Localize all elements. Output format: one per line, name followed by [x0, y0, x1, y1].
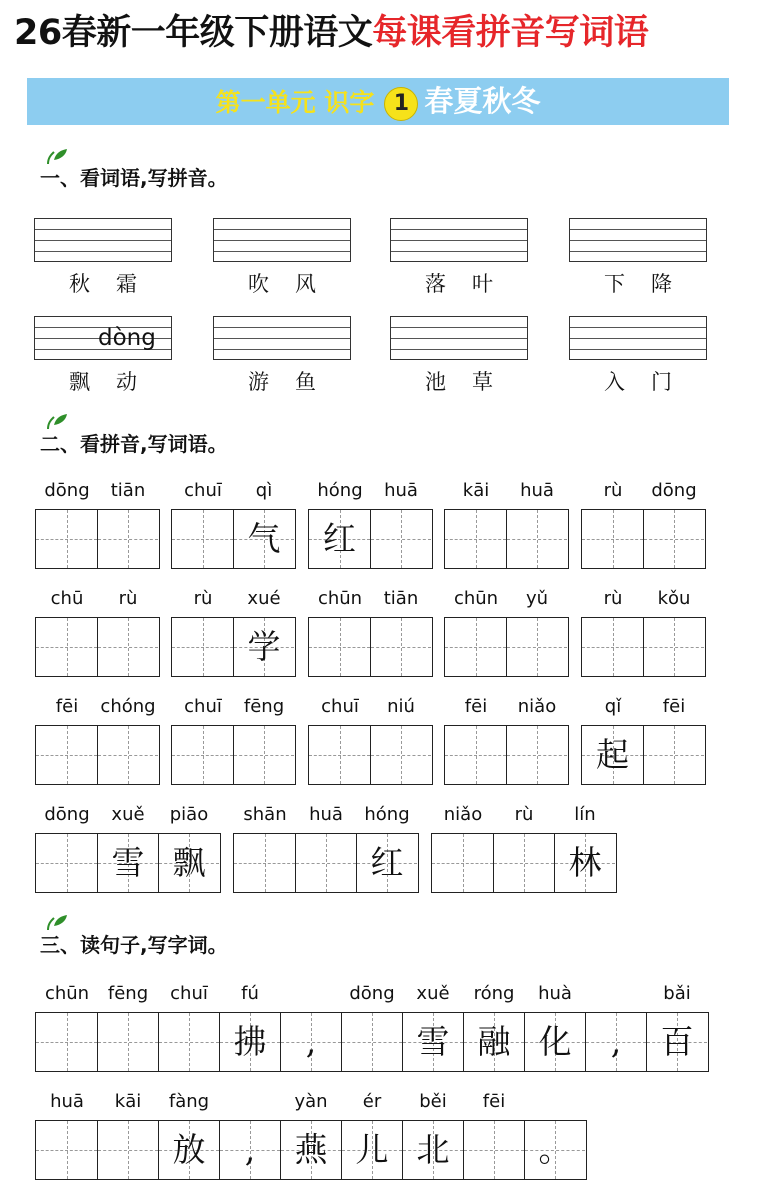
given-character: 红	[323, 519, 356, 558]
tianzi-cell[interactable]	[97, 618, 158, 676]
pinyin-guide-line	[214, 338, 350, 339]
tianzi-cell[interactable]	[370, 726, 431, 784]
word-grid	[35, 617, 160, 677]
tianzi-cell[interactable]	[370, 510, 431, 568]
pinyin-guide-line	[391, 251, 527, 252]
pinyin-label: huā	[50, 1091, 84, 1112]
pinyin-write-box[interactable]	[390, 316, 528, 360]
pinyin-write-box[interactable]	[569, 316, 707, 360]
tianzi-cell[interactable]	[643, 618, 704, 676]
pinyin-label: chūn	[317, 588, 363, 609]
word-grid	[308, 509, 433, 569]
tianzi-cell[interactable]	[445, 726, 506, 784]
vocab-word: 飘动	[69, 370, 163, 394]
pinyin-write-box[interactable]	[213, 218, 351, 262]
pinyin-label: chuī	[184, 480, 222, 501]
pinyin-label: fēi	[662, 696, 686, 717]
pinyin-label: rù	[603, 480, 623, 501]
tianzi-cell[interactable]	[36, 726, 97, 784]
tianzi-cell[interactable]	[341, 1121, 402, 1179]
tianzi-cell[interactable]	[582, 618, 643, 676]
pinyin-guide-line	[391, 338, 527, 339]
vocab-word: 游鱼	[248, 370, 342, 394]
tianzi-cell[interactable]	[233, 510, 294, 568]
given-character: 气	[247, 519, 281, 558]
title-black-text: 26春新一年级下册语文	[14, 13, 373, 53]
tianzi-cell[interactable]	[432, 834, 493, 892]
tianzi-cell[interactable]	[36, 618, 97, 676]
pinyin-label: dōng	[44, 480, 90, 501]
given-character: ,	[610, 1022, 622, 1061]
pinyin-label: fēng	[243, 696, 285, 717]
tianzi-cell[interactable]	[506, 726, 567, 784]
pinyin-label: niú	[387, 696, 415, 717]
pinyin-label: hóng	[364, 804, 410, 825]
vocab-word: 秋霜	[69, 272, 163, 296]
tianzi-cell[interactable]	[524, 1121, 585, 1179]
page-title	[14, 4, 774, 62]
pinyin-write-box[interactable]	[569, 218, 707, 262]
tianzi-cell[interactable]	[280, 1121, 341, 1179]
tianzi-cell[interactable]	[158, 1121, 219, 1179]
tianzi-cell[interactable]	[445, 510, 506, 568]
word-grid	[444, 617, 569, 677]
phrase-grid	[35, 833, 221, 893]
sentence-grid-line-1	[35, 1012, 709, 1072]
pinyin-label: xuě	[416, 983, 450, 1004]
pinyin-label: chūn	[44, 983, 90, 1004]
pinyin-label: huà	[538, 983, 572, 1004]
given-character: 。	[538, 1130, 572, 1169]
pinyin-label: rù	[514, 804, 534, 825]
pinyin-label: niǎo	[517, 696, 557, 717]
tianzi-cell[interactable]	[402, 1013, 463, 1071]
tianzi-cell[interactable]	[356, 834, 417, 892]
word-grid	[444, 725, 569, 785]
tianzi-cell[interactable]	[582, 726, 643, 784]
tianzi-cell[interactable]	[36, 1121, 97, 1179]
pinyin-guide-line	[391, 229, 527, 230]
tianzi-cell[interactable]	[233, 726, 294, 784]
pinyin-label: qǐ	[604, 696, 622, 717]
pinyin-guide-line	[214, 229, 350, 230]
pinyin-guide-line	[570, 251, 706, 252]
pinyin-guide-line	[570, 240, 706, 241]
given-character: 飘	[172, 843, 206, 882]
pinyin-guide-line	[391, 327, 527, 328]
given-character: 红	[370, 843, 404, 882]
tianzi-cell[interactable]	[506, 618, 567, 676]
pinyin-label: kǒu	[657, 588, 691, 609]
vocab-word: 落叶	[425, 272, 519, 296]
tianzi-cell[interactable]	[643, 726, 704, 784]
tianzi-cell[interactable]	[36, 510, 97, 568]
pinyin-label: róng	[473, 983, 515, 1004]
tianzi-cell[interactable]	[646, 1013, 707, 1071]
tianzi-cell[interactable]	[36, 834, 97, 892]
tianzi-cell[interactable]	[493, 834, 554, 892]
pinyin-guide-line	[35, 240, 171, 241]
pinyin-label: rù	[603, 588, 623, 609]
tianzi-cell[interactable]	[219, 1013, 280, 1071]
pinyin-label: dōng	[651, 480, 697, 501]
lesson-title: 春夏秋冬	[424, 84, 541, 118]
tianzi-cell[interactable]	[97, 834, 158, 892]
vocab-word: 池草	[425, 370, 519, 394]
pinyin-label: qì	[255, 480, 273, 501]
tianzi-cell[interactable]	[295, 834, 356, 892]
tianzi-cell[interactable]	[97, 1013, 158, 1071]
pinyin-label: rù	[118, 588, 138, 609]
pinyin-guide-line	[570, 229, 706, 230]
tianzi-cell[interactable]	[402, 1121, 463, 1179]
word-grid	[35, 725, 160, 785]
given-character: 儿	[355, 1130, 389, 1169]
tianzi-cell[interactable]	[234, 834, 295, 892]
given-character: ,	[244, 1130, 256, 1169]
section-1-heading: 一、看词语,写拼音。	[40, 166, 228, 190]
pinyin-label: yàn	[294, 1091, 328, 1112]
tianzi-cell[interactable]	[463, 1121, 524, 1179]
given-character: 放	[172, 1130, 206, 1169]
given-character: 化	[538, 1022, 572, 1061]
given-character: 拂	[233, 1022, 267, 1061]
pinyin-guide-line	[214, 240, 350, 241]
pinyin-label: chuī	[170, 983, 208, 1004]
pinyin-label: hóng	[317, 480, 363, 501]
pinyin-label: fú	[241, 983, 259, 1004]
pinyin-label: rù	[193, 588, 213, 609]
pinyin-write-box[interactable]	[34, 218, 172, 262]
given-character: 燕	[294, 1130, 328, 1169]
pinyin-guide-line	[35, 229, 171, 230]
pinyin-label: huā	[520, 480, 554, 501]
pinyin-label: dōng	[44, 804, 90, 825]
pinyin-label: tiān	[383, 588, 419, 609]
word-grid	[171, 509, 296, 569]
pinyin-label: fēi	[55, 696, 79, 717]
pinyin-label: dōng	[349, 983, 395, 1004]
given-character: 学	[247, 627, 281, 666]
pinyin-guide-line	[391, 349, 527, 350]
tianzi-cell[interactable]	[370, 618, 431, 676]
tianzi-cell[interactable]	[97, 726, 158, 784]
given-character: ,	[305, 1022, 317, 1061]
pinyin-label: tiān	[110, 480, 146, 501]
pinyin-label: chuī	[321, 696, 359, 717]
pinyin-label: chuī	[184, 696, 222, 717]
pinyin-label: huā	[309, 804, 343, 825]
pinyin-label: shān	[243, 804, 287, 825]
tianzi-cell[interactable]	[97, 510, 158, 568]
pinyin-label: chū	[50, 588, 84, 609]
tianzi-cell[interactable]	[309, 618, 370, 676]
pinyin-write-box[interactable]	[213, 316, 351, 360]
word-grid	[581, 617, 706, 677]
vocab-word: 入门	[604, 370, 698, 394]
vocab-word: 吹风	[248, 272, 342, 296]
phrase-grid	[431, 833, 617, 893]
pinyin-label: fēi	[464, 696, 488, 717]
word-grid	[308, 617, 433, 677]
tianzi-cell[interactable]	[582, 510, 643, 568]
pinyin-guide-line	[214, 327, 350, 328]
tianzi-cell[interactable]	[158, 834, 219, 892]
phrase-grid	[233, 833, 419, 893]
pinyin-write-box[interactable]	[34, 316, 172, 360]
pinyin-label: fēi	[482, 1091, 506, 1112]
pinyin-label: chóng	[100, 696, 156, 717]
tianzi-cell[interactable]	[309, 510, 370, 568]
pinyin-guide-line	[214, 349, 350, 350]
given-character: 雪	[416, 1022, 450, 1061]
tianzi-cell[interactable]	[341, 1013, 402, 1071]
pinyin-label: xué	[247, 588, 281, 609]
word-grid	[581, 725, 706, 785]
word-grid	[35, 509, 160, 569]
pinyin-guide-line	[570, 327, 706, 328]
pinyin-guide-line	[214, 251, 350, 252]
word-grid	[581, 509, 706, 569]
pinyin-label: bǎi	[663, 983, 691, 1004]
tianzi-cell[interactable]	[172, 510, 233, 568]
section-2-heading: 二、看拼音,写词语。	[40, 432, 228, 456]
tianzi-cell[interactable]	[97, 1121, 158, 1179]
tianzi-cell[interactable]	[172, 618, 233, 676]
pinyin-label: fàng	[168, 1091, 210, 1112]
lesson-banner	[27, 78, 729, 125]
pinyin-guide-line	[570, 349, 706, 350]
vocab-word: 下降	[604, 272, 698, 296]
pinyin-label: lín	[574, 804, 596, 825]
pinyin-label: niǎo	[443, 804, 483, 825]
pinyin-label: běi	[419, 1091, 447, 1112]
pinyin-label: fēng	[107, 983, 149, 1004]
tianzi-cell[interactable]	[233, 618, 294, 676]
pinyin-label: piāo	[169, 804, 209, 825]
word-grid	[444, 509, 569, 569]
word-grid	[171, 725, 296, 785]
tianzi-cell[interactable]	[506, 510, 567, 568]
pinyin-guide-line	[570, 338, 706, 339]
word-grid	[308, 725, 433, 785]
tianzi-cell[interactable]	[309, 726, 370, 784]
tianzi-cell[interactable]	[524, 1013, 585, 1071]
pinyin-label: kāi	[114, 1091, 142, 1112]
given-character: 百	[660, 1022, 694, 1061]
unit-label: 第一单元 识字	[215, 88, 375, 117]
tianzi-cell[interactable]	[158, 1013, 219, 1071]
given-character: 林	[568, 843, 602, 882]
tianzi-cell[interactable]	[585, 1013, 646, 1071]
tianzi-cell[interactable]	[463, 1013, 524, 1071]
tianzi-cell[interactable]	[36, 1013, 97, 1071]
title-red-text: 每课看拼音写词语	[372, 13, 649, 53]
word-grid	[171, 617, 296, 677]
section-3-heading: 三、读句子,写字词。	[40, 933, 228, 957]
pinyin-label: kāi	[462, 480, 490, 501]
tianzi-cell[interactable]	[172, 726, 233, 784]
pinyin-label: xuě	[111, 804, 145, 825]
pinyin-write-box[interactable]	[390, 218, 528, 262]
tianzi-cell[interactable]	[219, 1121, 280, 1179]
given-character: 雪	[111, 843, 145, 882]
tianzi-cell[interactable]	[280, 1013, 341, 1071]
tianzi-cell[interactable]	[554, 834, 615, 892]
given-character: 起	[596, 735, 629, 774]
given-character: 北	[416, 1130, 450, 1169]
tianzi-cell[interactable]	[445, 618, 506, 676]
pinyin-guide-line	[35, 251, 171, 252]
tianzi-cell[interactable]	[643, 510, 704, 568]
pinyin-label: chūn	[453, 588, 499, 609]
given-character: 融	[477, 1022, 511, 1061]
pinyin-label: huā	[384, 480, 418, 501]
sentence-grid-line-2	[35, 1120, 587, 1180]
lesson-number-badge: 1	[384, 87, 418, 121]
filled-pinyin: dòng	[98, 325, 156, 351]
pinyin-label: ér	[362, 1091, 382, 1112]
pinyin-label: yǔ	[525, 588, 549, 609]
pinyin-guide-line	[391, 240, 527, 241]
